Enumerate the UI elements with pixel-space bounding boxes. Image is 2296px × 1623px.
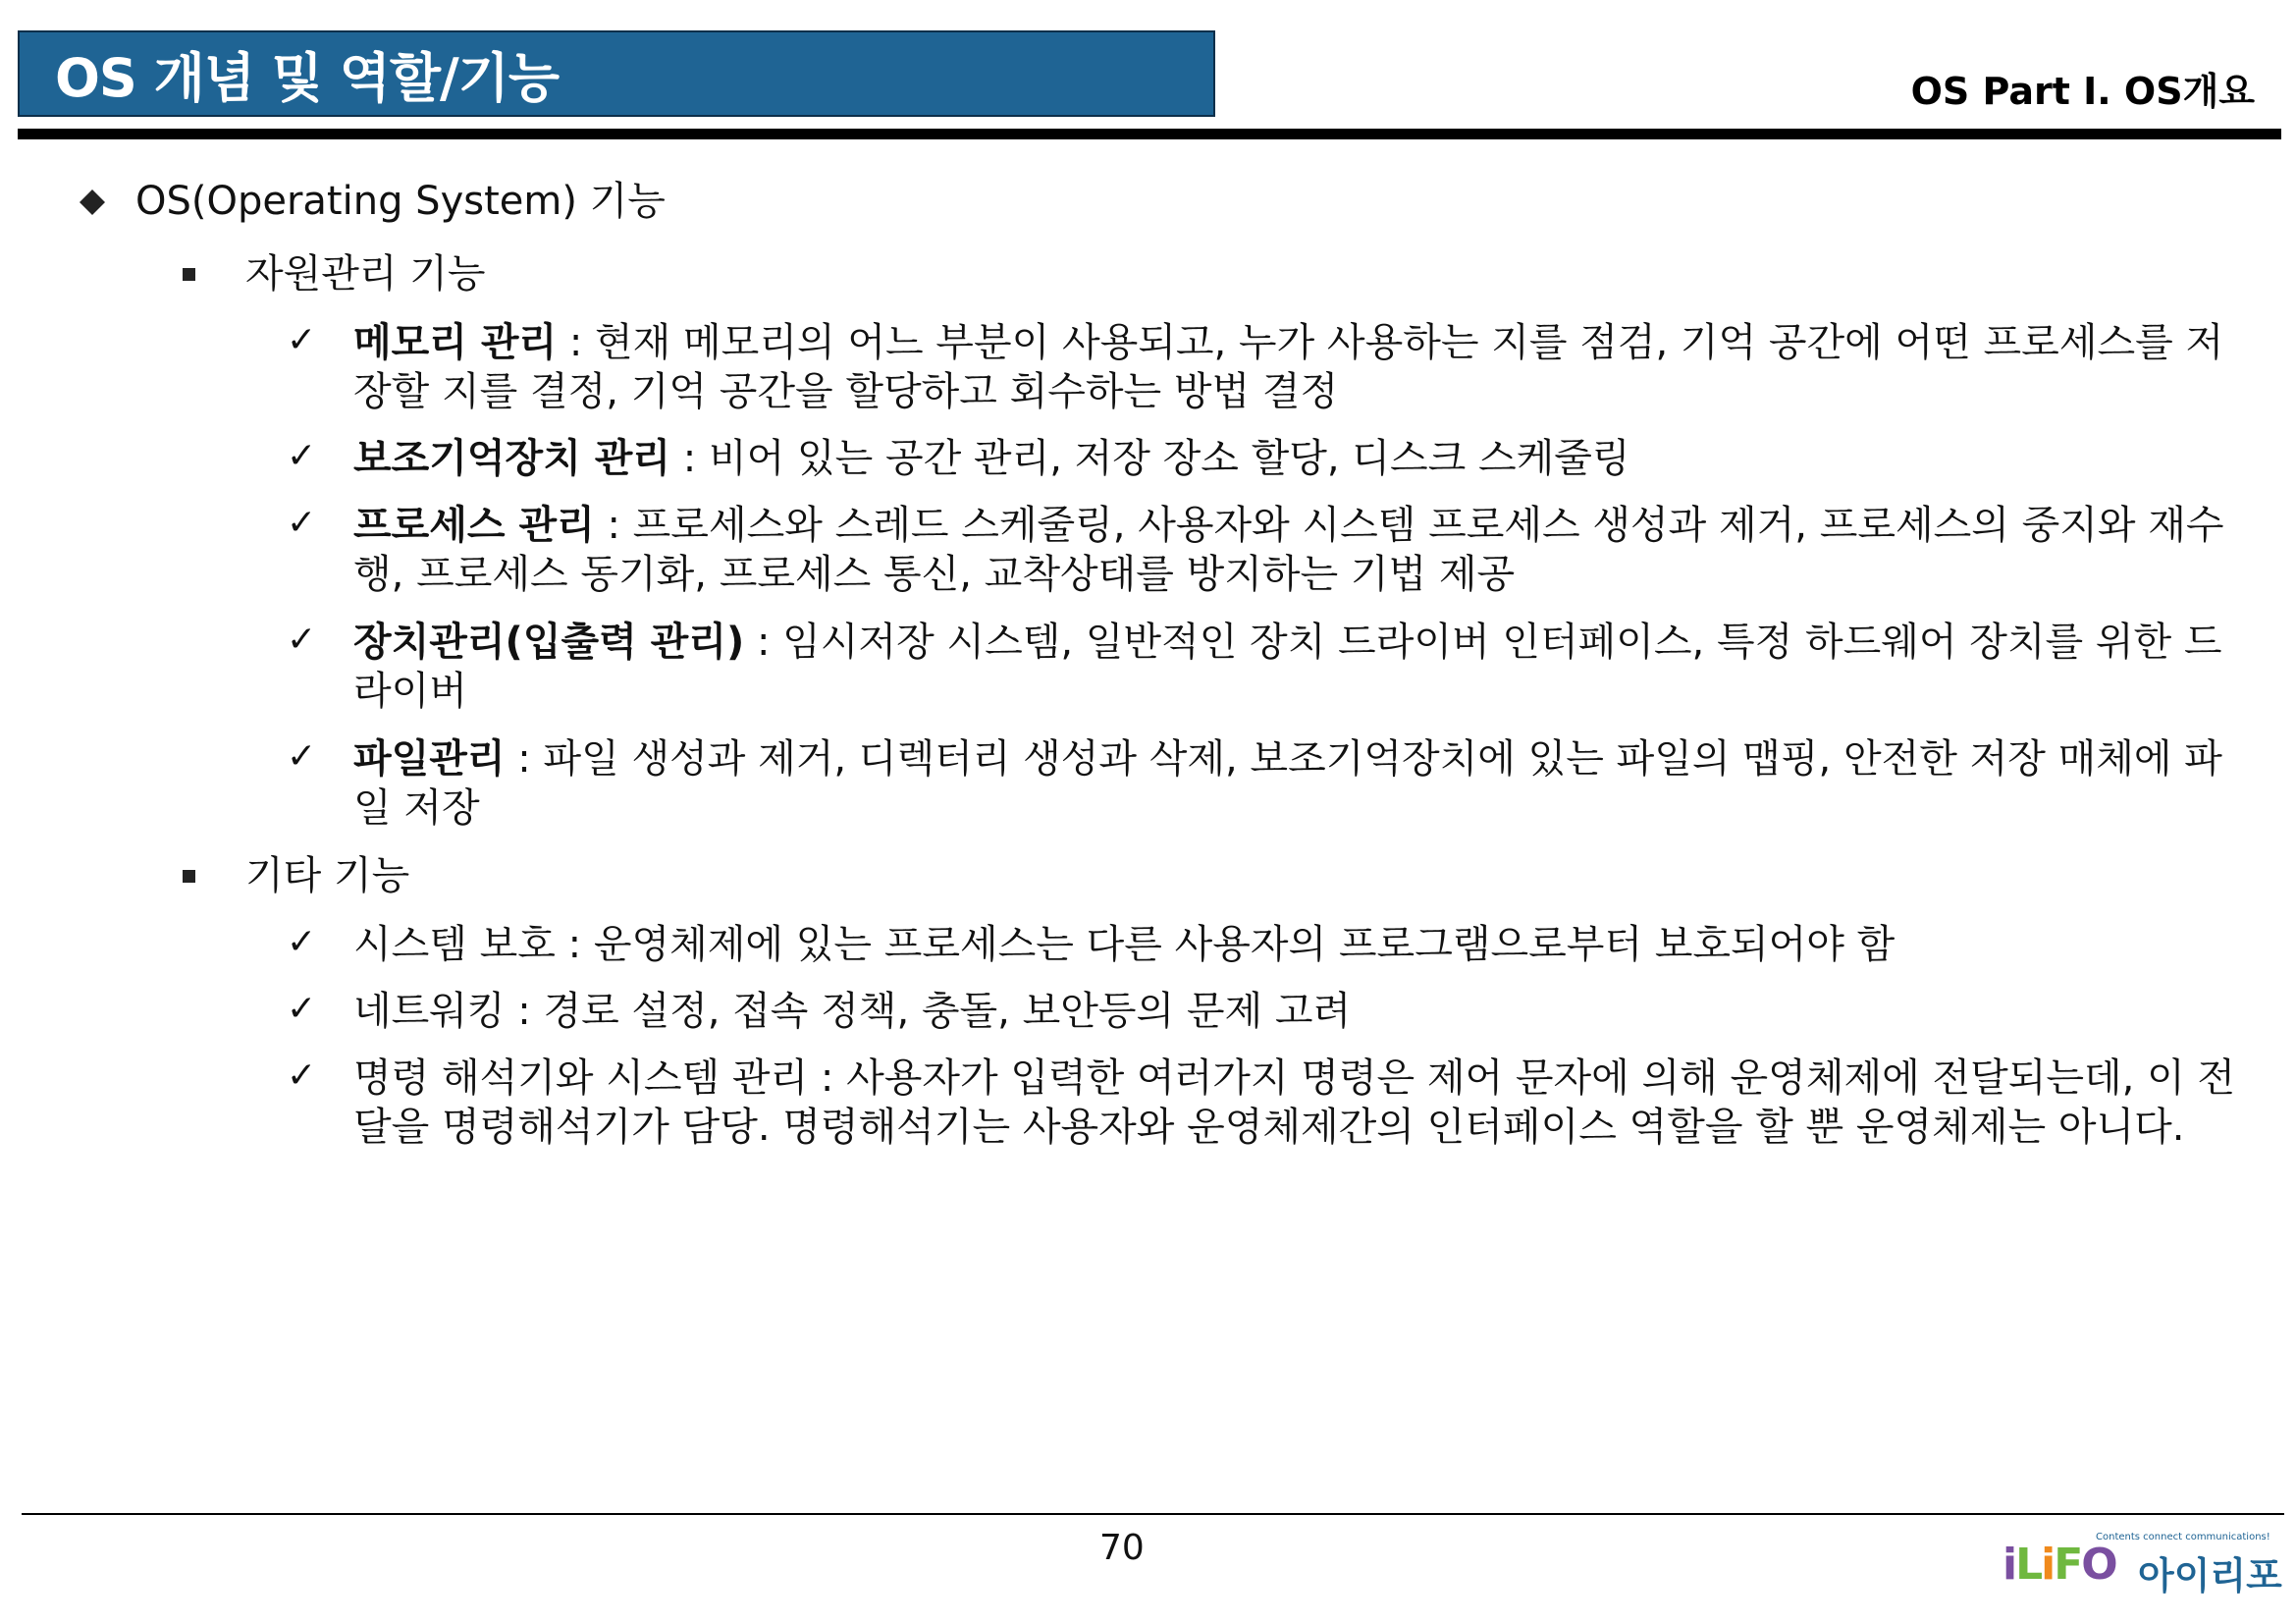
item-text-continued: 달을 명령해석기가 담당. 명령해석기는 사용자와 운영체제간의 인터페이스 역할을 할 뿐 운영체제는 아니다. bbox=[353, 1105, 2185, 1150]
header-divider bbox=[18, 129, 2281, 139]
item-text-continued: 일 저장 bbox=[353, 785, 480, 831]
list-item: 시스템 보호 : 운영체제에 있는 프로세스는 다른 사용자의 프로그램으로부터 보호되어야 함 bbox=[353, 922, 1896, 967]
page-title: OS 개념 및 역할/기능 bbox=[55, 46, 560, 109]
item-text: : 임시저장 시스템, 일반적인 장치 드라이버 인터페이스, 특정 하드웨어 장치를 위한 드 bbox=[744, 620, 2222, 665]
part-label: OS Part I. OS개요 bbox=[1910, 70, 2255, 113]
item-term: 파일관리 bbox=[353, 736, 506, 782]
check-icon: ✓ bbox=[287, 989, 317, 1029]
check-icon: ✓ bbox=[287, 1055, 317, 1096]
item-text: : 파일 생성과 제거, 디렉터리 생성과 삭제, 보조기억장치에 있는 파일의 맵핑, 안전한 저장 매체에 파 bbox=[505, 736, 2222, 782]
group-label-other: 기타 기능 bbox=[245, 853, 410, 898]
item-term: 보조기억장치 관리 bbox=[353, 436, 671, 481]
list-item bbox=[353, 434, 1630, 483]
logo-letter: F bbox=[2054, 1540, 2082, 1590]
title-bar bbox=[18, 30, 1215, 117]
item-text-continued: 장할 지를 결정, 기억 공간을 할당하고 회수하는 방법 결정 bbox=[353, 369, 1339, 414]
logo-mark bbox=[2002, 1540, 2116, 1590]
item-text-continued: 행, 프로세스 동기화, 프로세스 통신, 교착상태를 방지하는 기법 제공 bbox=[353, 552, 1516, 597]
check-icon: ✓ bbox=[287, 436, 317, 476]
logo-mark-letters bbox=[2002, 1540, 2116, 1590]
check-icon: ✓ bbox=[287, 320, 317, 360]
logo-tagline: Contents connect communications! bbox=[2096, 1532, 2270, 1542]
list-item: 네트워킹 : 경로 설정, 접속 정책, 충돌, 보안등의 문제 고려 bbox=[353, 989, 1352, 1034]
logo-text: 아이리포 bbox=[2138, 1554, 2282, 1597]
item-term: 메모리 관리 bbox=[353, 320, 558, 365]
square-bullet-icon bbox=[183, 870, 195, 883]
item-text: : 비어 있는 공간 관리, 저장 장소 할당, 디스크 스케줄링 bbox=[670, 436, 1630, 481]
group-label-resource: 자원관리 기능 bbox=[245, 251, 486, 297]
check-icon: ✓ bbox=[287, 503, 317, 543]
check-icon: ✓ bbox=[287, 620, 317, 660]
list-item bbox=[353, 734, 2222, 784]
check-icon: ✓ bbox=[287, 736, 317, 777]
item-text: : 프로세스와 스레드 스케줄링, 사용자와 시스템 프로세스 생성과 제거, 프로세스의 중지와 재수 bbox=[594, 503, 2224, 548]
check-icon: ✓ bbox=[287, 922, 317, 962]
square-bullet-icon bbox=[183, 268, 195, 281]
item-term: 장치관리(입출력 관리) bbox=[353, 620, 745, 665]
list-item: 명령 해석기와 시스템 관리 : 사용자가 입력한 여러가지 명령은 제어 문자에 의해 운영체제에 전달되는데, 이 전 bbox=[353, 1055, 2236, 1101]
item-text: : 현재 메모리의 어느 부분이 사용되고, 누가 사용하는 지를 점검, 기억 공간에 어떤 프로세스를 저 bbox=[557, 320, 2224, 365]
page-number: 70 bbox=[1099, 1528, 1145, 1568]
footer-divider bbox=[22, 1513, 2284, 1515]
item-term: 프로세스 관리 bbox=[353, 503, 595, 548]
list-item bbox=[353, 318, 2223, 367]
list-item bbox=[353, 501, 2224, 550]
logo-letter: i bbox=[2041, 1540, 2055, 1590]
logo-letter: i bbox=[2002, 1540, 2016, 1590]
item-text-continued: 라이버 bbox=[353, 669, 467, 714]
logo-letter: O bbox=[2081, 1540, 2116, 1590]
logo-letter: L bbox=[2015, 1540, 2042, 1590]
diamond-bullet-icon bbox=[79, 189, 106, 216]
section-heading: OS(Operating System) 기능 bbox=[135, 179, 666, 224]
list-item bbox=[353, 618, 2222, 667]
